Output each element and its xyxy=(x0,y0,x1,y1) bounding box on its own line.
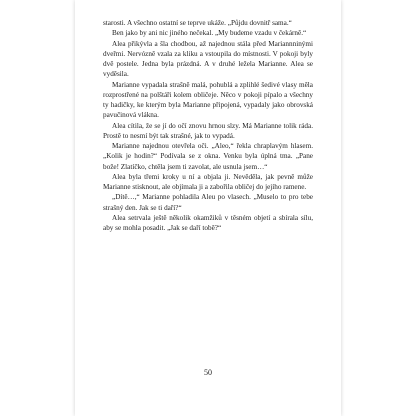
paragraph: Marianne najednou otevřela oči. „Aleo,“ řekla chraplavým hlasem. „Kolik je hodin?“ Podívala se z okna. Venku byla úplná tma. „Pane bože! Zlatíčko, chtěla jsem ti zavolat, ale usnula jsem…“ xyxy=(103,142,313,171)
paragraph: Ben jako by ani nic jiného nečekal. „My budeme vzadu v čekárně.“ xyxy=(112,29,307,38)
book-page xyxy=(75,0,341,416)
paragraph: Alea přikývla a šla chodbou, až najednou stála před Mariannninými dveřmi. Nervózně vzala za kliku a vstoupila do místnosti. V pokoji byly dvě postele. Jedna byla prázdná. A v druhé ležela Marianne. Alea se vyděsila. xyxy=(103,39,313,79)
paragraph: „Dítě…,“ Marianne pohladila Aleu po vlasech. „Muselo to pro tebe strašný den. Jak se ti daří?“ xyxy=(103,193,313,212)
paragraph: starosti. A všechno ostatní se teprve ukáže. „Půjdu dovnitř sama.“ xyxy=(103,19,292,27)
page-text xyxy=(103,18,313,233)
paragraph: Alea cítila, že se jí do očí znovu hrnou slzy. Má Marianne tolik ráda. Prostě to nesmí být tak strašné, jak to vypadá. xyxy=(103,121,313,140)
paragraph: Alea setrvala ještě několik okamžiků v těsném objetí a sbírala sílu, aby se mohla posadit. „Jak se daří tobě?“ xyxy=(103,213,313,232)
page-number: 50 xyxy=(204,368,212,377)
paragraph: Marianne vypadala strašně malá, pohublá a zplihlé šedivé vlasy měla rozprostřené na polštáři kolem obličeje. Něco v pokoji pípalo a všechny ty hadičky, ke kterým byla Marianne připojená, vypadaly jako obrovská pavučinová vlákna. xyxy=(103,80,313,120)
paragraph: Alea byla třemi kroky u ní a objala ji. Nevěděla, jak pevně může Marianne stisknout, ale objímala ji a zabořila obličej do jejího ramene. xyxy=(103,172,313,191)
